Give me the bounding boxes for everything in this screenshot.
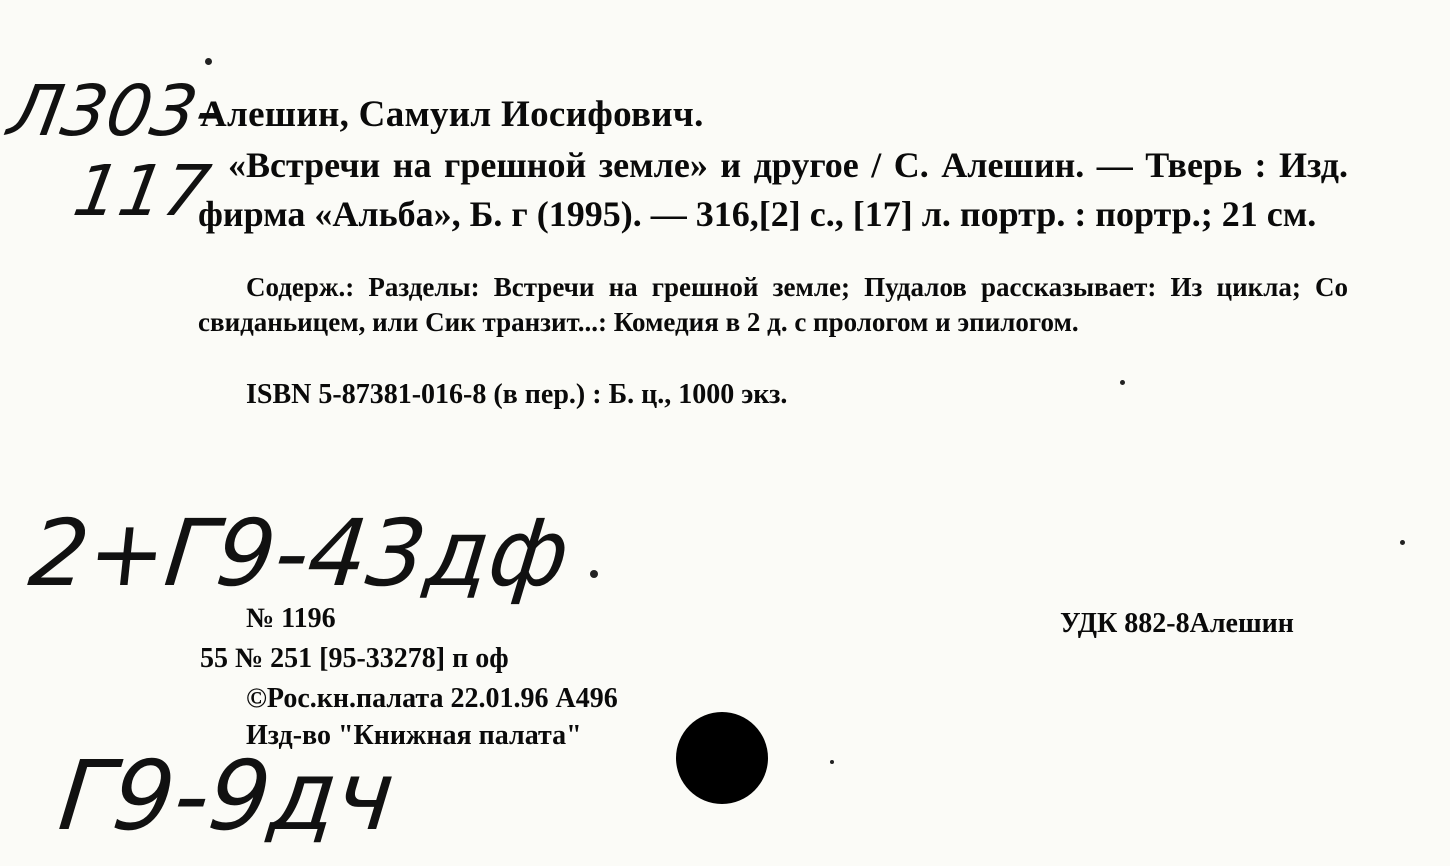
scan-speck [1120, 380, 1125, 385]
handwritten-code: 2+Г9-43дф [24, 500, 574, 607]
handwritten-bottom-code: Г9-9дч [54, 740, 400, 852]
contents-note: Содерж.: Разделы: Встречи на грешной земле; Пудалов рассказывает: Из цикла; Со свиданьицем, или Сик транзит...: Комедия в 2 д. с прологом и эпилогом. [198, 272, 1348, 337]
card-number: № 1196 [246, 603, 336, 634]
punch-hole [676, 712, 768, 804]
scan-speck [205, 58, 212, 65]
card-number-line2: 55 № 251 [95-33278] п оф [200, 643, 509, 674]
bibliographic-description: «Встречи на грешной земле» и другое / С. Алешин. — Тверь : Изд. фирма «Альба», Б. г (1995). — 316,[2] с., [17] л. портр. : портр.; 21 см. [198, 145, 1348, 234]
scan-speck [590, 570, 598, 578]
copyright-line: ©Рос.кн.палата 22.01.96 А496 [246, 683, 618, 714]
scan-speck [830, 760, 834, 764]
publisher-line: Изд-во "Книжная палата" [246, 720, 582, 751]
isbn-line: ISBN 5-87381-016-8 (в пер.) : Б. ц., 1000 экз. [246, 379, 788, 410]
author-heading: Алешин, Самуил Иосифович. [200, 94, 704, 135]
shelf-mark-line2: 117 [67, 150, 216, 232]
shelf-mark-line1: Л303- [2, 70, 229, 152]
scan-speck [1400, 540, 1405, 545]
udk-classification: УДК 882-8Алешин [1060, 608, 1294, 639]
